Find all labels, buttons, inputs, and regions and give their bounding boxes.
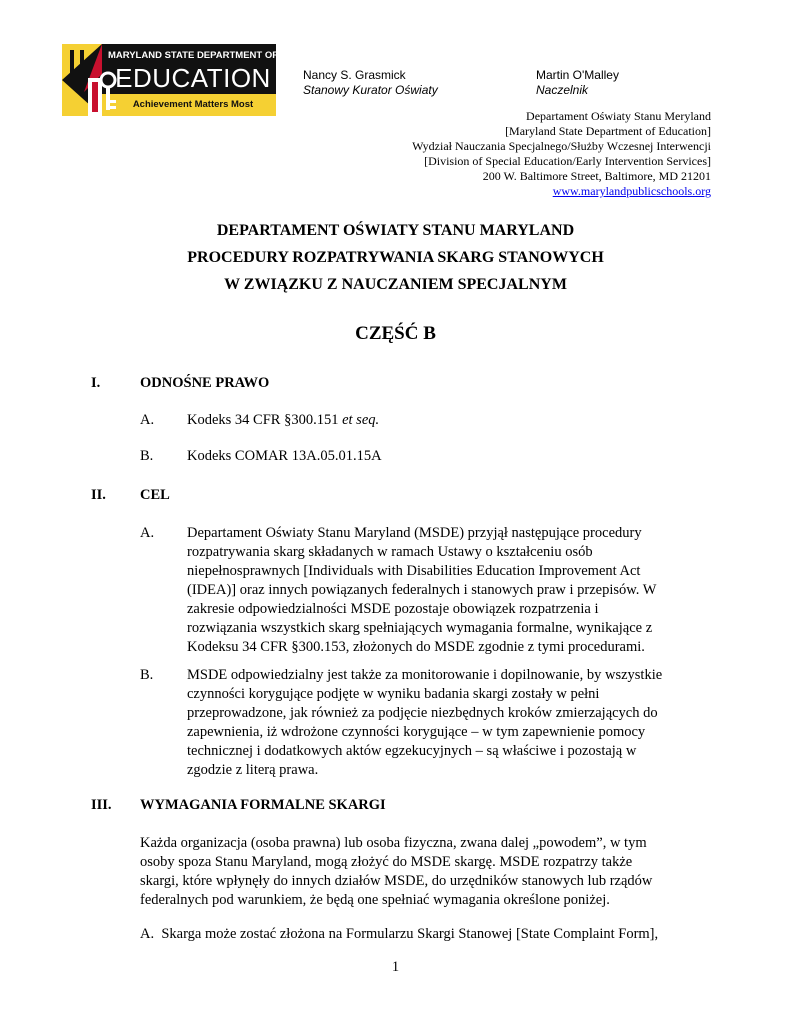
logo-tagline: Achievement Matters Most xyxy=(132,99,254,110)
section-2-heading: CEL xyxy=(140,487,170,503)
text-line: federalnych pod warunkiem, że będą one spełniać wymagania określone poniżej. xyxy=(140,892,610,908)
address-line: 200 W. Baltimore Street, Baltimore, MD 21201 xyxy=(482,169,711,183)
address-line: [Division of Special Education/Early Intervention Services] xyxy=(424,154,711,168)
text-line: Kodeksu 34 CFR §300.153, złożonych do MSDE zgodnie z tymi procedurami. xyxy=(187,639,645,655)
section-1-heading: ODNOŚNE PRAWO xyxy=(140,375,270,391)
section-3-intro xyxy=(140,834,710,910)
official-2 xyxy=(536,68,619,98)
section-2-b-label: B. xyxy=(140,667,154,683)
logo-line2: EDUCATION xyxy=(115,63,271,93)
address-block xyxy=(412,109,711,199)
title-line-1: DEPARTAMENT OŚWIATY STANU MARYLAND xyxy=(216,222,575,239)
maryland-flag-icon xyxy=(62,44,276,116)
text-line: osoby spoza Stanu Maryland, mogą złożyć do MSDE skargę. MSDE rozpatrzy także xyxy=(140,854,633,870)
official-2-name: Martin O'Malley xyxy=(536,68,619,82)
section-1-a-label: A. xyxy=(140,412,155,428)
section-3-heading: WYMAGANIA FORMALNE SKARGI xyxy=(140,797,386,813)
text-line: MSDE odpowiedzialny jest także za monitorowanie i dopilnowanie, by wszystkie xyxy=(187,667,663,683)
text-line: Każda organizacja (osoba prawna) lub osoba fizyczna, zwana dalej „powodem”, w tym xyxy=(140,835,647,851)
address-line: Wydział Nauczania Specjalnego/Służby Wczesnej Interwencji xyxy=(412,139,711,153)
section-1-a-italic: et seq. xyxy=(342,412,380,428)
section-3-a-text: A. Skarga może zostać złożona na Formularzu Skargi Stanowej [State Complaint Form], xyxy=(140,926,659,942)
section-2-number: II. xyxy=(91,487,106,503)
section-3-number: III. xyxy=(91,797,112,813)
section-1-number: I. xyxy=(91,375,101,391)
official-1-name: Nancy S. Grasmick xyxy=(303,68,406,82)
section-1-b-label: B. xyxy=(140,448,154,464)
section-1-a-text xyxy=(187,411,379,430)
section-2-a-paragraph xyxy=(187,524,697,657)
text-line: czynności korygujące podjęte w wyniku badania skargi zostały w pełni xyxy=(187,686,600,702)
section-1-b-text: Kodeks COMAR 13A.05.01.15A xyxy=(187,448,382,464)
text-line: skargi, które wpłynęły do innych działów MSDE, do urzędników stanowych lub rządów xyxy=(140,873,653,889)
text-line: technicznej i dodatkowych aktów egzekucyjnych – są właściwe i pozostają w xyxy=(187,743,637,759)
title-line-3: W ZWIĄZKU Z NAUCZANIEM SPECJALNYM xyxy=(224,276,567,293)
section-2-a-label: A. xyxy=(140,525,155,541)
official-2-title: Naczelnik xyxy=(536,83,589,97)
text-line: rozwiązania wszystkich skarg spełniających wymagania formalne, wynikające z xyxy=(187,620,653,636)
website-link[interactable]: www.marylandpublicschools.org xyxy=(552,184,711,198)
section-1-a-body: Kodeks 34 CFR §300.151 xyxy=(187,412,339,428)
official-1-title: Stanowy Kurator Oświaty xyxy=(303,83,438,97)
text-line: rozpatrywania skarg składanych w ramach Ustawy o kształceniu osób xyxy=(187,544,593,560)
part-heading: CZĘŚĆ B xyxy=(355,323,436,344)
address-line: [Maryland State Department of Education] xyxy=(505,124,711,138)
text-line: zakresie odpowiedzialności MSDE pozostaje obowiązek rozpatrzenia i xyxy=(187,601,599,617)
section-2-b-paragraph xyxy=(187,666,697,780)
msde-logo xyxy=(62,44,276,116)
text-line: zgodzie z literą prawa. xyxy=(187,762,319,778)
official-1 xyxy=(303,68,438,98)
text-line: przeprowadzone, jak również za podjęcie niezbędnych kroków zmierzających do xyxy=(187,705,658,721)
address-line: Departament Oświaty Stanu Meryland xyxy=(526,109,711,123)
page-number: 1 xyxy=(391,959,400,975)
title-line-2: PROCEDURY ROZPATRYWANIA SKARG STANOWYCH xyxy=(187,249,604,266)
text-line: Departament Oświaty Stanu Maryland (MSDE) przyjął następujące procedury xyxy=(187,525,642,541)
text-line: niepełnosprawnych [Individuals with Disabilities Education Improvement Act xyxy=(187,563,641,579)
text-line: (IDEA)] oraz innych powiązanych federalnych i stanowych praw i przepisów. W xyxy=(187,582,657,598)
text-line: zapewnienia, iż wdrożone czynności korygujące – w tym zapewnienie pomocy xyxy=(187,724,646,740)
document-title xyxy=(0,217,791,298)
logo-line1: MARYLAND STATE DEPARTMENT OF xyxy=(107,50,276,61)
